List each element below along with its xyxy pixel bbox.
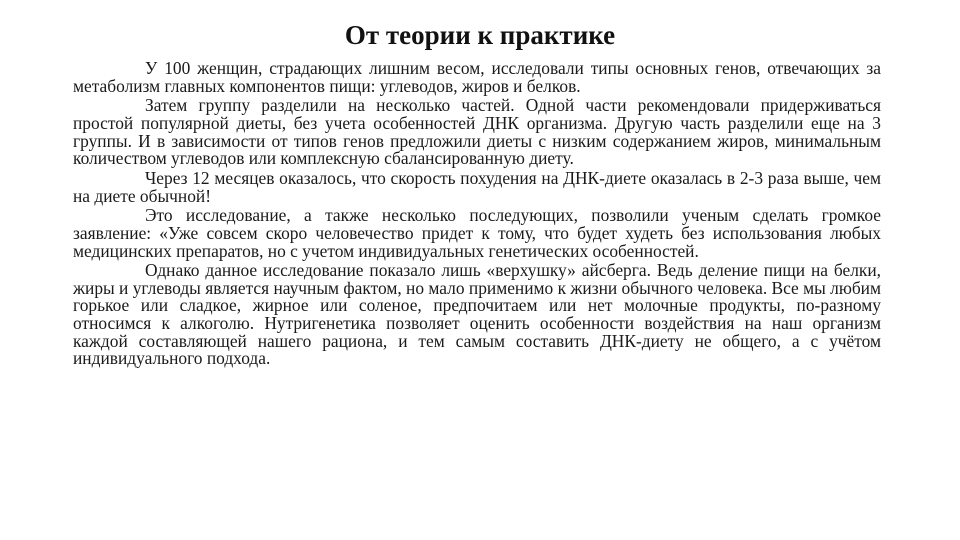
paragraph-groups: Затем группу разделили на несколько частей. Одной части рекомендовали придерживаться простой популярной диеты, без учета особенностей ДНК организма. Другую часть разделили еще на 3 группы. И в зависимости от типов генов предложили диеты с низким содержанием жиров, минимальным количеством углеводов или комплексную сбалансированную диету.	[73, 95, 881, 169]
slide-body	[73, 60, 881, 370]
paragraph-nutrigenetics: Однако данное исследование показало лишь «верхушку» айсберга. Ведь деление пищи на белки, жиры и углеводы является научным фактом, но мало применимо к жизни обычного человека. Все мы любим горькое или сладкое, жирное или соленое, предпочитаем или нет молочные продукты, по-разному относимся к алкоголю. Нутригенетика позволяет оценить особенности воздействия на наш организм каждой составляющей нашего рациона, и тем самым составить ДНК-диету не общего, а с учётом индивидуального подхода.	[73, 260, 881, 369]
slide-title: От теории к практике	[344, 20, 616, 50]
paragraph-results: Через 12 месяцев оказалось, что скорость похудения на ДНК-диете оказалась в 2-3 раза выше, чем на диете обычной!	[73, 167, 881, 206]
paragraph-study-intro: У 100 женщин, страдающих лишним весом, исследовали типы основных генов, отвечающих за метаболизм главных компонентов пищи: углеводов, жиров и белков.	[73, 58, 881, 96]
paragraph-statement: Это исследование, а также несколько последующих, позволили ученым сделать громкое заявление: «Уже совсем скоро человечество придет к тому, что будет худеть без использования любых медицинских препаратов, но с учетом индивидуальных генетических особенностей.	[73, 205, 881, 261]
